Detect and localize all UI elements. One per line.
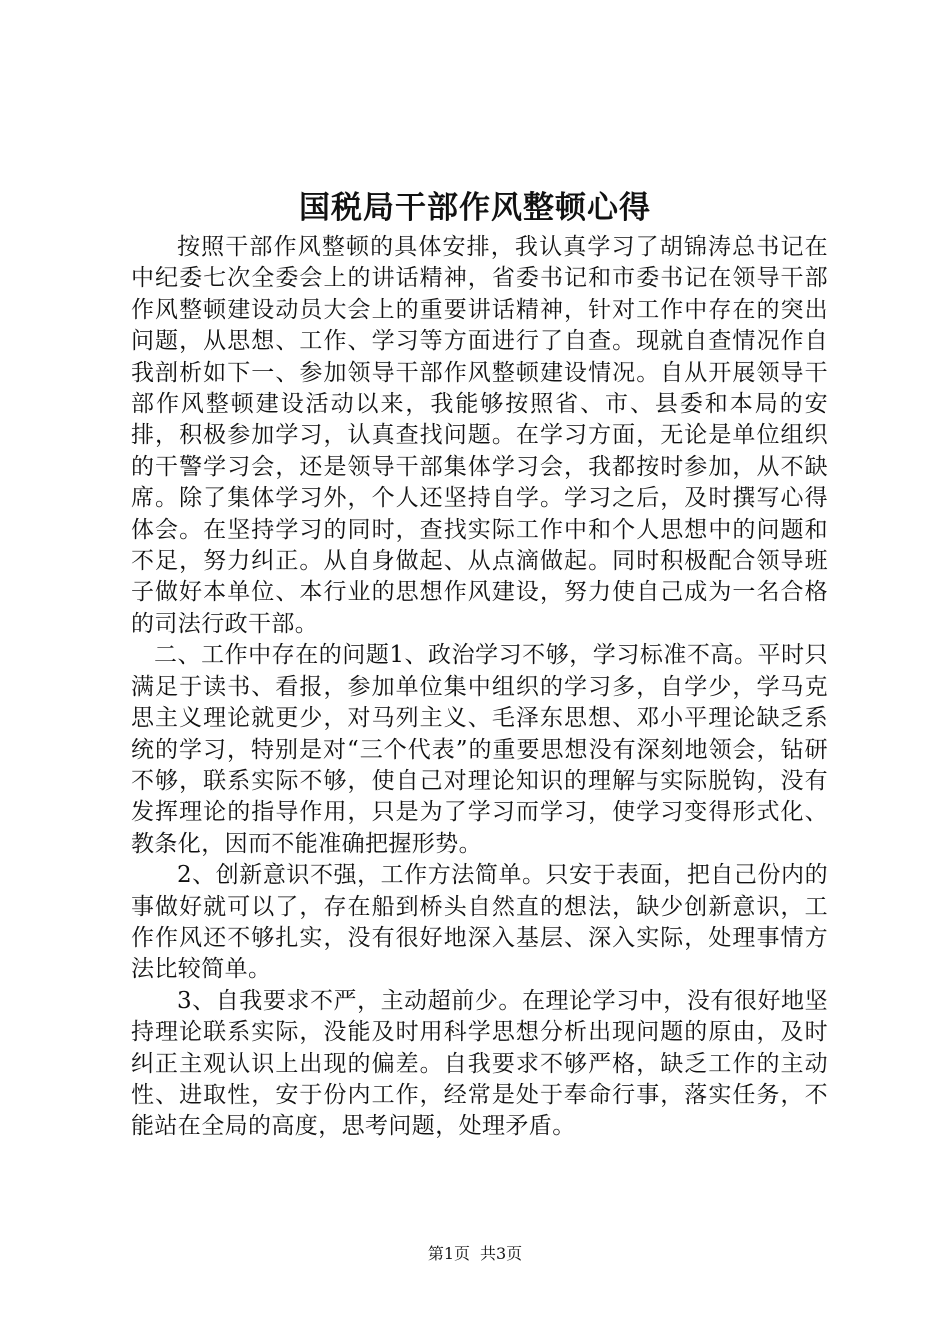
paragraph-problems: 二、工作中存在的问题1、政治学习不够，学习标准不高。平时只满足于读书、看报，参加单位集中组织的学习多，自学少，学马克思主义理论就更少，对马列主义、毛泽东思想、邓小平理论缺乏系统的学习，特别是对“三个代表”的重要思想没有深刻地领会，钻研不够，联系实际不够，使自己对理论知识的理解与实际脱钩，没有发挥理论的指导作用，只是为了学习而学习，使学习变得形式化、教条化，因而不能准确把握形势。 — [131, 642, 828, 857]
page-number-total: 共3页 — [480, 1244, 523, 1263]
page-number-current: 第1页 — [427, 1244, 470, 1263]
paragraph-intro: 按照干部作风整顿的具体安排，我认真学习了胡锦涛总书记在中纪委七次全委会上的讲话精神，省委书记和市委书记在领导干部作风整顿建设动员大会上的重要讲话精神，针对工作中存在的突出问题，从思想、工作、学习等方面进行了自查。现就自查情况作自我剖析如下一、参加领导干部作风整顿建设情况。自从开展领导干部作风整顿建设活动以来，我能够按照省、市、县委和本局的安排，积极参加学习，认真查找问题。在学习方面，无论是单位组织的干警学习会，还是领导干部集体学习会，我都按时参加，从不缺席。除了集体学习外，个人还坚持自学。学习之后，及时撰写心得体会。在坚持学习的同时，查找实际工作中和个人思想中的问题和不足，努力纠正。从自身做起、从点滴做起。同时积极配合领导班子做好本单位、本行业的思想作风建设，努力使自己成为一名合格的司法行政干部。 — [131, 234, 828, 637]
paragraph-innovation: 2、创新意识不强，工作方法简单。只安于表面，把自己份内的事做好就可以了，存在船到桥头自然直的想法，缺少创新意识，工作作风还不够扎实，没有很好地深入基层、深入实际，处理事情方法比较简单。 — [131, 862, 828, 983]
document-title: 国税局干部作风整顿心得 — [299, 190, 651, 226]
page-footer — [0, 1243, 950, 1265]
paragraph-self-requirement: 3、自我要求不严，主动超前少。在理论学习中，没有很好地坚持理论联系实际，没能及时用科学思想分析出现问题的原由，及时纠正主观认识上出现的偏差。自我要求不够严格，缺乏工作的主动性、进取性，安于份内工作，经常是处于奉命行事，落实任务，不能站在全局的高度，思考问题，处理矛盾。 — [131, 987, 828, 1140]
document-body — [131, 232, 828, 1143]
